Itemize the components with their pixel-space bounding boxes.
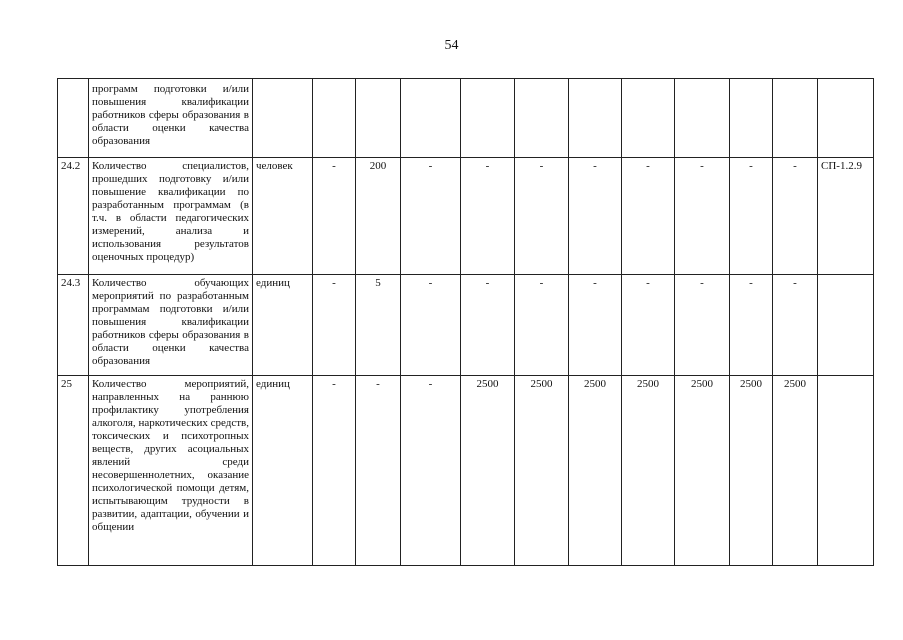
row-code [818,79,874,158]
row-value: - [461,275,515,376]
row-value: - [773,158,818,275]
row-value [401,79,461,158]
row-value: - [461,158,515,275]
row-number [58,79,89,158]
row-value: 200 [356,158,401,275]
row-value: - [401,376,461,566]
row-value: - [622,158,675,275]
row-value: - [313,275,356,376]
row-value: - [622,275,675,376]
row-value [773,79,818,158]
row-description: Количество обучающих мероприятий по разработанным программам подготовки и/или повышения квалификации работников сферы образования в области оценки качества образования [89,275,253,376]
row-value [730,79,773,158]
row-value: - [569,275,622,376]
row-value: - [313,158,356,275]
row-value: - [730,158,773,275]
page-number: 54 [444,38,459,53]
row-value: - [313,376,356,566]
row-unit: единиц [253,275,313,376]
row-value: - [401,158,461,275]
row-value [515,79,569,158]
row-value [675,79,730,158]
table-row [58,275,874,376]
row-value: 2500 [461,376,515,566]
row-number: 25 [58,376,89,566]
row-unit [253,79,313,158]
row-value: 2500 [622,376,675,566]
row-value: - [569,158,622,275]
row-description: программ подготовки и/или повышения квалификации работников сферы образования в области оценки качества образования [89,79,253,158]
row-code [818,376,874,566]
row-value: - [773,275,818,376]
row-value: - [675,275,730,376]
row-value: - [515,275,569,376]
table-row [58,376,874,566]
table-row [58,79,874,158]
row-code: СП-1.2.9 [818,158,874,275]
row-value [569,79,622,158]
row-value: 2500 [569,376,622,566]
row-value: 5 [356,275,401,376]
row-value [461,79,515,158]
row-value: - [401,275,461,376]
row-value: - [675,158,730,275]
row-description: Количество мероприятий, направленных на раннюю профилактику употребления алкоголя, наркотических средств, токсических и психотропных веществ, других асоциальных явлений среди несовершеннолетних, оказание психологической помощи детям, испытывающим трудности в развитии, адаптации, обучении и общении [89,376,253,566]
row-value: 2500 [515,376,569,566]
row-description: Количество специалистов, прошедших подготовку и/или повышение квалификации по разработанным программам (в т.ч. в области педагогических измерений, анализа и использования результатов оценочных процедур) [89,158,253,275]
row-value: - [730,275,773,376]
row-unit: единиц [253,376,313,566]
indicators-table [57,78,874,566]
row-value: - [515,158,569,275]
row-value: - [356,376,401,566]
row-value: 2500 [675,376,730,566]
table-row [58,158,874,275]
row-number: 24.2 [58,158,89,275]
row-number: 24.3 [58,275,89,376]
row-unit: человек [253,158,313,275]
row-value [356,79,401,158]
row-value [622,79,675,158]
row-code [818,275,874,376]
row-value: 2500 [730,376,773,566]
row-value: 2500 [773,376,818,566]
row-value [313,79,356,158]
